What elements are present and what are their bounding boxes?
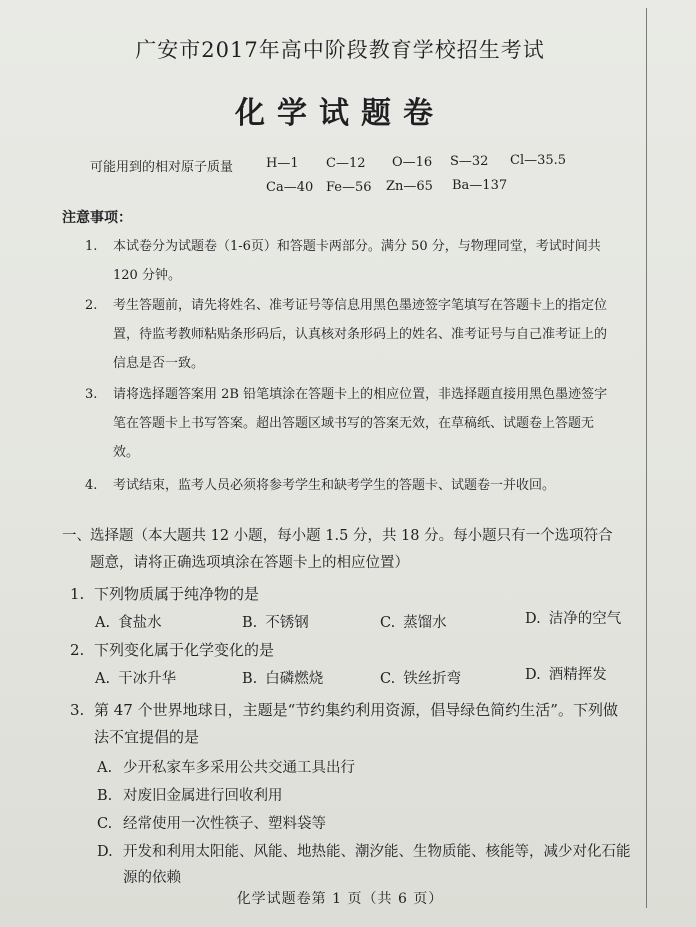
option: C. 经常使用一次性筷子、塑料袋等 <box>97 816 326 832</box>
note-item <box>85 471 615 500</box>
section-text: 选择题（本大题共 12 小题，每小题 1.5 分，共 18 分。每小题只有一个选项符合题意，请将正确选项填涂在答题卡上的相应位置） <box>90 528 613 571</box>
note-number: 1. <box>85 239 98 254</box>
option: B. 不锈钢 <box>242 615 309 631</box>
atomic-mass-item: S—32 <box>450 154 489 169</box>
note-number: 4. <box>85 478 98 493</box>
option: C. 蒸馏水 <box>380 615 447 631</box>
note-number: 2. <box>85 298 98 313</box>
option: D. 洁净的空气 <box>525 611 622 627</box>
question-number: 2. <box>70 641 85 659</box>
atomic-mass-item: O—16 <box>392 155 433 170</box>
option: D. 开发和利用太阳能、风能、地热能、潮汐能、生物质能、核能等，减少对化石能源的依赖 <box>97 844 631 886</box>
question-stem: 第 47 个世界地球日，主题是“节约集约利用资源，倡导绿色简约生活”。下列做法不宜提倡的是 <box>94 701 618 746</box>
question <box>70 581 630 608</box>
page-title: 化学试题卷 <box>235 96 445 131</box>
atomic-mass-item: H—1 <box>266 156 299 171</box>
atomic-mass-item: Zn—65 <box>386 179 433 194</box>
option: A. 干冰升华 <box>95 671 177 687</box>
note-item <box>85 232 615 290</box>
atomic-mass-item: Cl—35.5 <box>510 153 567 168</box>
atomic-mass-item: C—12 <box>326 156 366 171</box>
page-footer: 化学试题卷第 1 页（共 6 页） <box>236 891 444 907</box>
atomic-mass-item: Ca—40 <box>266 180 314 195</box>
question <box>70 697 630 751</box>
question-number: 3. <box>70 701 85 719</box>
exam-header: 广安市2017年高中阶段教育学校招生考试 <box>135 38 545 62</box>
note-text: 考生答题前，请先将姓名、准考证号等信息用黑色墨迹签字笔填写在答题卡上的指定位置，待监考教师粘贴条形码后，认真核对条形码上的姓名、准考证号与自己准考证上的信息是否一致。 <box>113 298 608 371</box>
atomic-mass-item: Fe—56 <box>326 180 372 195</box>
note-text: 请将选择题答案用 2B 铅笔填涂在答题卡上的相应位置，非选择题直接用黑色墨迹签字笔在答题卡上书写答案。超出答题区域书写的答案无效，在草稿纸、试题卷上答题无效。 <box>113 387 608 460</box>
option: C. 铁丝折弯 <box>380 671 462 687</box>
option-row <box>95 611 635 637</box>
atomic-mass-item: Ba—137 <box>452 178 508 193</box>
margin-line <box>646 8 647 908</box>
note-item <box>85 380 615 467</box>
option: B. 对废旧金属进行回收利用 <box>97 788 283 804</box>
note-text: 考试结束，监考人员必须将参考学生和缺考学生的答题卡、试题卷一并收回。 <box>113 478 556 493</box>
question-number: 1. <box>70 585 85 603</box>
question-stem: 下列变化属于化学变化的是 <box>94 641 275 659</box>
option-row <box>95 667 635 693</box>
option: B. 白磷燃烧 <box>242 671 324 687</box>
notes-title: 注意事项： <box>62 210 132 226</box>
question <box>70 637 630 664</box>
option: A. 食盐水 <box>95 615 162 631</box>
section-number: 一、 <box>62 528 91 544</box>
option: D. 酒精挥发 <box>525 667 607 683</box>
note-text: 本试卷分为试题卷（1-6页）和答题卡两部分。满分 50 分，与物理同堂，考试时间共 120 分钟。 <box>113 239 601 283</box>
note-item <box>85 291 615 378</box>
atomic-masses-label: 可能用到的相对原子质量 <box>90 160 234 175</box>
note-number: 3. <box>85 387 98 402</box>
section-heading <box>62 523 622 577</box>
question-stem: 下列物质属于纯净物的是 <box>94 585 260 603</box>
option: A. 少开私家车多采用公共交通工具出行 <box>97 760 355 776</box>
